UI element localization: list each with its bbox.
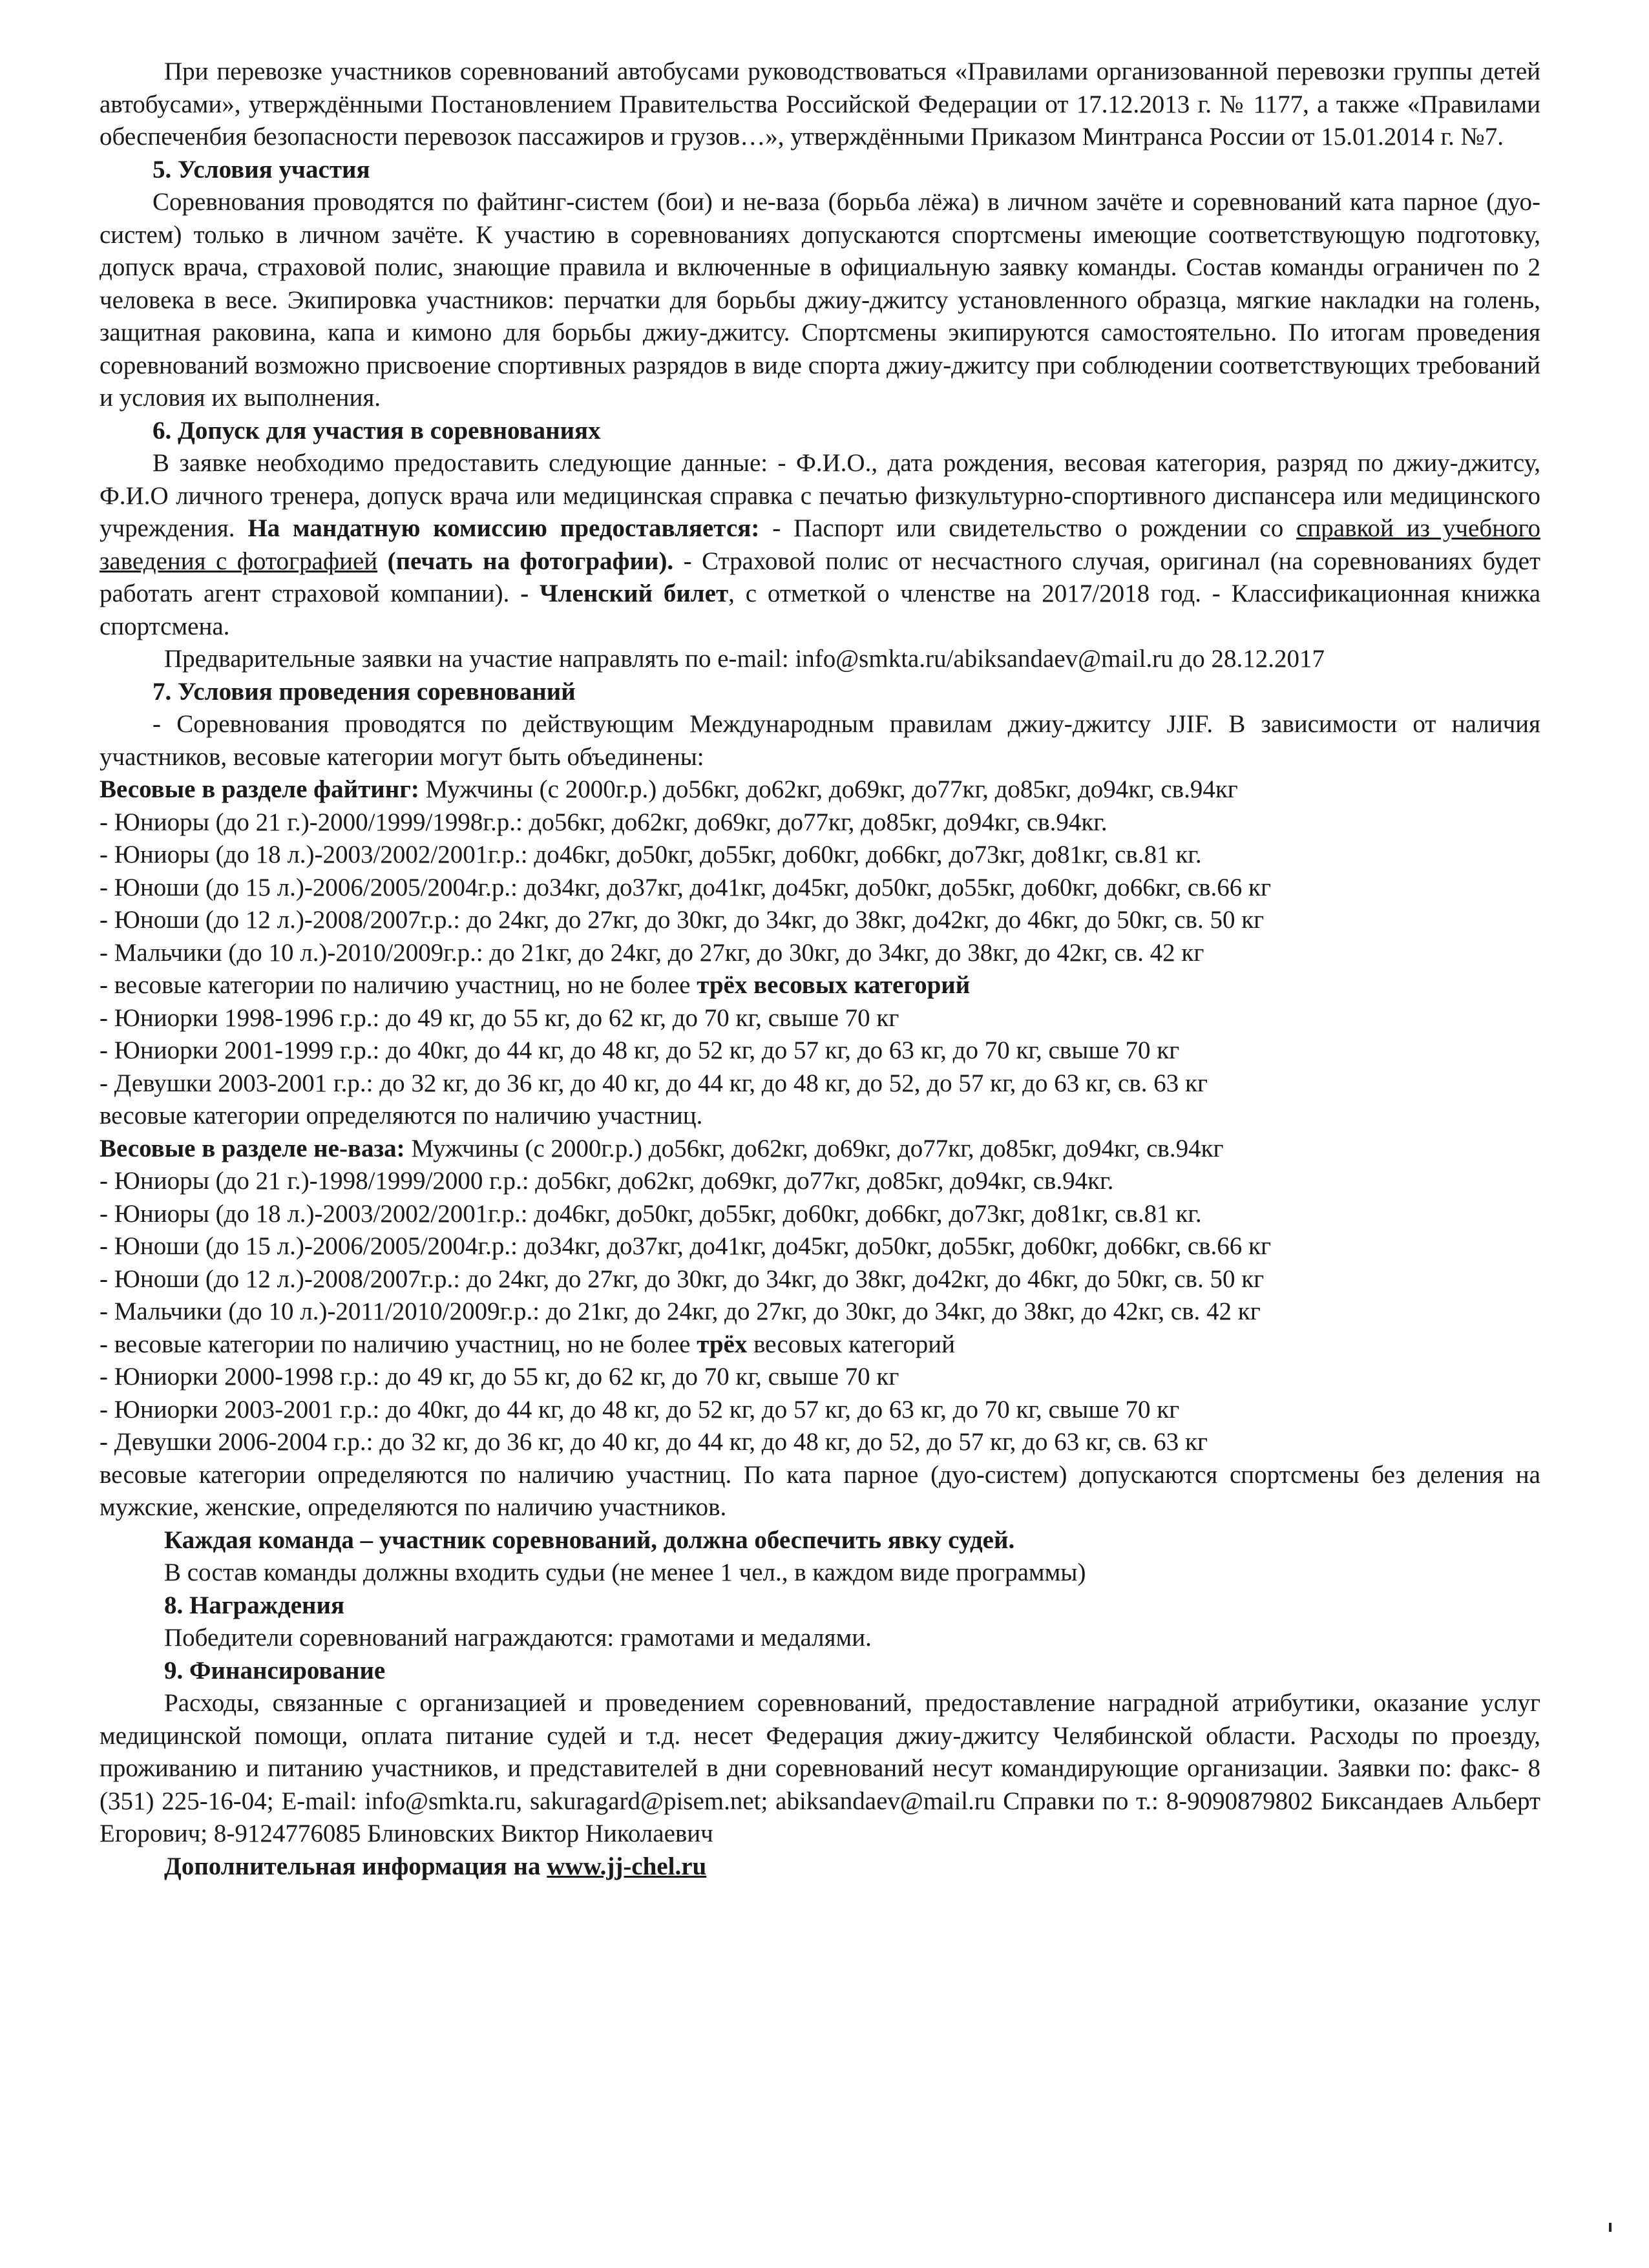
s6-text-b: - Паспорт или свидетельство о рождении со — [772, 514, 1284, 542]
fighting-category-line: - Мальчики (до 10 л.)-2010/2009г.р.: до 21кг, до 24кг, до 27кг, до 30кг, до 34кг, до 38кг, до 42кг, св. 42 кг — [100, 938, 1204, 967]
s6-text-c: - Страховой полис от несчастного случая, оригинал (на соревнованиях будет работать агент страховой компании). — [100, 547, 1541, 607]
section-8-title: 8. Награждения — [164, 1591, 345, 1619]
transport-paragraph: При перевозке участников соревнований автобусами руководствоваться «Правилами организованной перевозки группы детей автобусами», утверждёнными Постановлением Правительства Российской Федерации от 17.12.2013 г. № 1177, а также «Правилами обеспеченбия безопасности перевозок пассажиров и грузов…», утверждёнными Приказом Минтранса России от 15.01.2014 г. №7. — [100, 58, 1540, 151]
section-7-title: 7. Условия проведения соревнований — [152, 677, 576, 706]
section-9-title: 9. Финансирование — [164, 1656, 386, 1685]
section-6-requirements — [100, 447, 1540, 643]
section-8-text: Победители соревнований награждаются: грамотами и медалями. — [164, 1624, 872, 1652]
section-9-text: Расходы, связанные с организацией и проведением соревнований, предоставление наградной атрибутики, оказание услуг медицинской помощи, оплата питание судей и т.д. несет Федерация джиу-джитсу Челябинской области. Расходы по проезду, проживанию и питанию участников, и представителей в дни соревнований несут командирующие организации. Заявки по: факс- 8 (351) 225-16-04; E-mail: info@smkta.ru, sakuragard@pisem.net; abiksandaev@mail.ru Справки по т.: 8-9090879802 Биксандаев Альберт Егорович; 8-9124776085 Блиновских Виктор Николаевич — [100, 1689, 1540, 1847]
fighting-girls-rule — [100, 969, 1540, 1002]
page-mark — [1609, 2223, 1612, 2232]
fighting-girls-line: - Юниорки 1998-1996 г.р.: до 49 кг, до 55 кг, до 62 кг, до 70 кг, свыше 70 кг — [100, 1003, 899, 1032]
document-content — [100, 56, 1540, 1883]
judges-composition: В состав команды должны входить судьи (не менее 1 чел., в каждом виде программы) — [164, 1559, 1086, 1586]
newaza-girls-line: - Юниорки 2003-2001 г.р.: до 40кг, до 44 кг, до 48 кг, до 52 кг, до 57 кг, до 63 кг, до 70 кг, свыше 70 кг — [100, 1395, 1180, 1423]
fighting-label: Весовые в разделе файтинг: — [100, 775, 419, 803]
fighting-girls-line: - Юниорки 2001-1999 г.р.: до 40кг, до 44 кг, до 48 кг, до 52 кг, до 57 кг, до 63 кг, до 70 кг, свыше 70 кг — [100, 1036, 1180, 1064]
judges-requirement: Каждая команда – участник соревнований, должна обеспечить явку судей. — [164, 1526, 1015, 1554]
newaza-men-line — [100, 1133, 1540, 1166]
s6-school-certificate: справкой из учебного заведения с фотографией — [100, 514, 1541, 575]
fighting-girls-line: - Девушки 2003-2001 г.р.: до 32 кг, до 36 кг, до 40 кг, до 44 кг, до 48 кг, до 52, до 57 кг, до 63 кг, св. 63 кг — [100, 1069, 1208, 1097]
newaza-girls-rule-end: весовых категорий — [747, 1330, 956, 1358]
section-6-applications: Предварительные заявки на участие направлять по e-mail: info@smkta.ru/abiksandaev@mail.ru до 28.12.2017 — [164, 645, 1325, 673]
fighting-note: весовые категории определяются по наличию участниц. — [100, 1102, 703, 1129]
section-5-text: Соревнования проводятся по файтинг-систем (бои) и не-ваза (борьба лёжа) в личном зачёте и соревнований ката парное (дуо-систем) только в личном зачёте. К участию в соревнованиях допускаются спортсмены имеющие соответствующую подготовку, допуск врача, страховой полис, знающие правила и включенные в официальную заявку команды. Состав команды ограничен по 2 человека в весе. Экипировка участников: перчатки для борьбы джиу-джитсу установленного образца, мягкие накладки на голень, защитная раковина, капа и кимоно для борьбы джиу-джитсу. Спортсмены экипируются самостоятельно. По итогам проведения соревнований возможно присвоение спортивных разрядов в виде спорта джиу-джитсу при соблюдении соответствующих требований и условия их выполнения. — [100, 188, 1540, 412]
section-7-intro: - Соревнования проводятся по действующим Международным правилам джиу-джитсу JJIF. В зависимости от наличия участников, весовые категории могут быть объединены: — [100, 710, 1540, 771]
fighting-category-line: - Юниоры (до 18 л.)-2003/2002/2001г.р.: до46кг, до50кг, до55кг, до60кг, до66кг, до73кг, до81кг, св.81 кг. — [100, 841, 1202, 868]
s6-text-d: , с отметкой о членстве на 2017/2018 год. - Классификационная книжка спортсмена. — [100, 580, 1541, 640]
newaza-men: Мужчины (с 2000г.р.) до56кг, до62кг, до69кг, до77кг, до85кг, до94кг, св.94кг — [404, 1134, 1224, 1162]
s6-text-a: В заявке необходимо предоставить следующие данные: - Ф.И.О., дата рождения, весовая категория, разряд по джиу-джитсу, Ф.И.О личного тренера, допуск врача или медицинская справка с печатью физкультурно-спортивного диспансера или медицинского учреждения. — [100, 449, 1540, 542]
newaza-girls-rule-bold: трёх — [697, 1330, 748, 1358]
newaza-girls-line: - Девушки 2006-2004 г.р.: до 32 кг, до 36 кг, до 40 кг, до 44 кг, до 48 кг, до 52, до 57 кг, до 63 кг, св. 63 кг — [100, 1428, 1208, 1456]
more-info-label: Дополнительная информация на — [164, 1852, 541, 1880]
newaza-category-line: - Юниоры (до 21 г.)-1998/1999/2000 г.р.: до56кг, до62кг, до69кг, до77кг, до85кг, до94кг, св.94кг. — [100, 1167, 1114, 1195]
fighting-category-line: - Юниоры (до 21 г.)-2000/1999/1998г.р.: до56кг, до62кг, до69кг, до77кг, до85кг, до94кг, св.94кг. — [100, 808, 1108, 836]
newaza-note: весовые категории определяются по наличию участниц. По ката парное (дуо-систем) допускаются спортсмены без деления на мужские, женские, определяются по наличию участников. — [100, 1460, 1540, 1521]
fighting-girls-rule-bold: трёх весовых категорий — [697, 971, 971, 999]
newaza-label: Весовые в разделе не-ваза: — [100, 1134, 405, 1162]
fighting-men: Мужчины (с 2000г.р.) до56кг, до62кг, до69кг, до77кг, до85кг, до94кг, св.94кг — [419, 775, 1238, 803]
fighting-girls-rule-text: - весовые категории по наличию участниц, но не более — [100, 971, 697, 999]
newaza-girls-rule — [100, 1328, 1540, 1361]
s6-mandate-commission: На мандатную комиссию предоставляется: — [247, 514, 760, 542]
newaza-category-line: - Юноши (до 15 л.)-2006/2005/2004г.р.: до34кг, до37кг, до41кг, до45кг, до50кг, до55кг, до60кг, до66кг, св.66 кг — [100, 1232, 1271, 1260]
s6-photo-stamp: (печать на фотографии). — [387, 547, 674, 575]
newaza-category-line: - Юноши (до 12 л.)-2008/2007г.р.: до 24кг, до 27кг, до 30кг, до 34кг, до 38кг, до42кг, до 46кг, до 50кг, св. 50 кг — [100, 1265, 1265, 1293]
section-6-title: 6. Допуск для участия в соревнованиях — [152, 416, 601, 445]
more-info-line — [100, 1851, 1540, 1884]
newaza-girls-line: - Юниорки 2000-1998 г.р.: до 49 кг, до 55 кг, до 62 кг, до 70 кг, свыше 70 кг — [100, 1363, 899, 1391]
newaza-category-line: - Мальчики (до 10 л.)-2011/2010/2009г.р.: до 21кг, до 24кг, до 27кг, до 30кг, до 34кг, до 38кг, до 42кг, св. 42 кг — [100, 1297, 1261, 1325]
section-5-title: 5. Условия участия — [152, 155, 370, 184]
newaza-girls-rule-text: - весовые категории по наличию участниц, но не более — [100, 1330, 697, 1358]
fighting-category-line: - Юноши (до 15 л.)-2006/2005/2004г.р.: до34кг, до37кг, до41кг, до45кг, до50кг, до55кг, до60кг, до66кг, св.66 кг — [100, 873, 1271, 901]
website-link[interactable]: www.jj-chel.ru — [547, 1852, 707, 1880]
fighting-men-line — [100, 773, 1540, 806]
fighting-category-line: - Юноши (до 12 л.)-2008/2007г.р.: до 24кг, до 27кг, до 30кг, до 34кг, до 38кг, до42кг, до 46кг, до 50кг, св. 50 кг — [100, 906, 1265, 934]
newaza-category-line: - Юниоры (до 18 л.)-2003/2002/2001г.р.: до46кг, до50кг, до55кг, до60кг, до66кг, до73кг, до81кг, св.81 кг. — [100, 1199, 1202, 1228]
s6-member-card: - Членский билет — [520, 580, 729, 607]
